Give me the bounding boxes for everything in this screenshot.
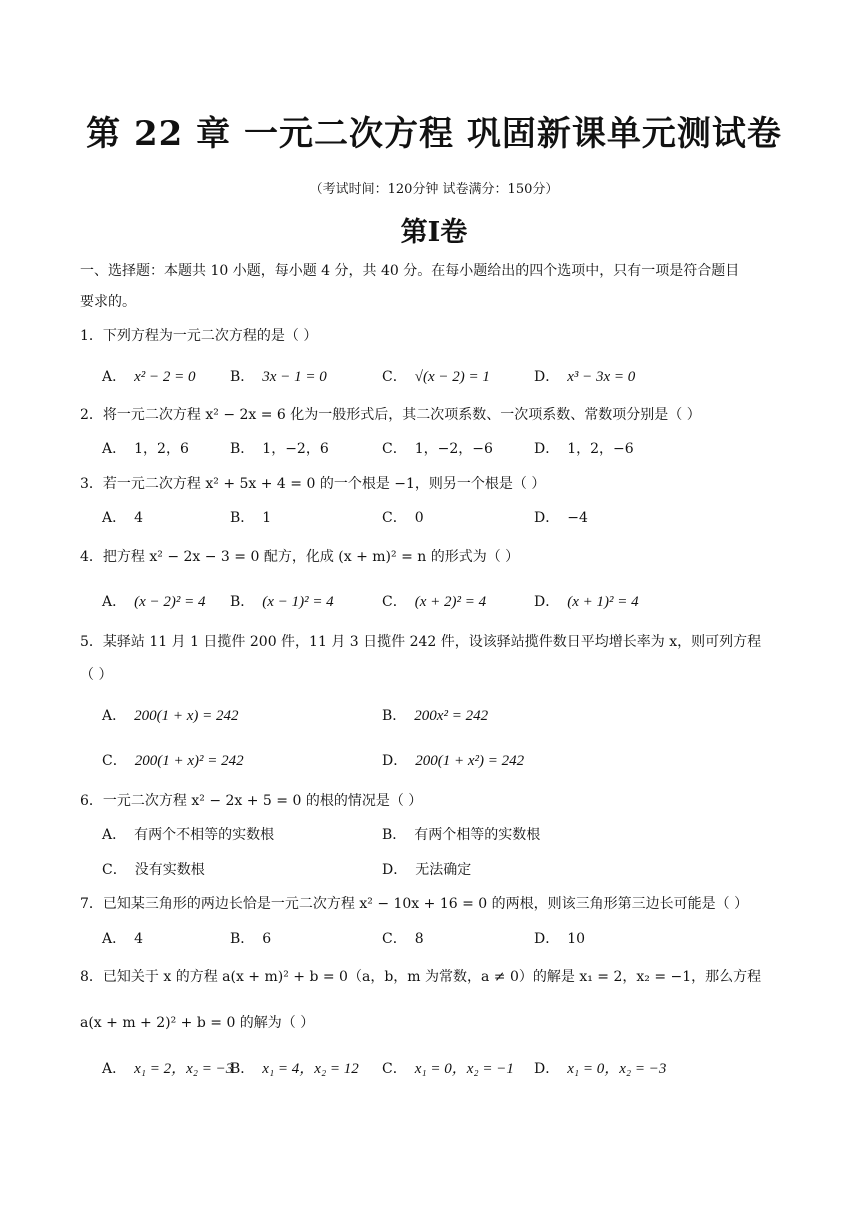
question-6-option-c xyxy=(102,861,205,879)
question-3-option-b xyxy=(230,509,271,527)
question-2-option-d xyxy=(534,440,634,458)
option-label: A． xyxy=(102,1061,127,1077)
option-text: x³ − 3x = 0 xyxy=(567,369,636,385)
option-label: B． xyxy=(230,931,255,947)
option-text: 0 xyxy=(414,510,424,526)
option-label: B． xyxy=(382,708,407,724)
option-text: 6 xyxy=(262,931,272,947)
question-3-option-d xyxy=(534,509,588,527)
option-label: B． xyxy=(230,510,255,526)
option-text: 4 xyxy=(134,931,144,947)
option-label: C． xyxy=(382,931,407,947)
question-8-option-d xyxy=(534,1060,666,1078)
option-label: D． xyxy=(534,1061,560,1077)
option-label: D． xyxy=(534,369,560,385)
exam-title: 第 22 章 一元二次方程 巩固新课单元测试卷 xyxy=(86,114,782,154)
option-text: x₁ = 0，x₂ = −1 xyxy=(414,1061,514,1077)
option-text: (x − 1)² = 4 xyxy=(262,594,334,610)
question-1-option-d xyxy=(534,368,635,386)
option-text: 没有实数根 xyxy=(134,862,205,878)
question-4-stem: 4．把方程 x² − 2x − 3 = 0 配方，化成 (x + m)² = n 的形式为（ ） xyxy=(80,549,520,565)
option-label: A． xyxy=(102,931,127,947)
section-intro-line-1: 一、选择题：本题共 10 小题，每小题 4 分，共 40 分。在每小题给出的四个选项中，只有一项是符合题目 xyxy=(80,263,740,279)
option-text: 1，2，6 xyxy=(134,441,189,457)
option-text: 有两个不相等的实数根 xyxy=(134,827,275,843)
option-label: D． xyxy=(534,510,560,526)
option-label: B． xyxy=(230,1061,255,1077)
question-5-option-a xyxy=(102,707,239,725)
question-1-option-b xyxy=(230,368,327,386)
option-text: (x + 1)² = 4 xyxy=(567,594,639,610)
option-label: C． xyxy=(102,753,127,769)
question-4-option-c xyxy=(382,593,486,611)
question-4-option-a xyxy=(102,593,206,611)
question-7-option-a xyxy=(102,930,143,948)
option-text: 1，−2，6 xyxy=(262,441,329,457)
question-2-stem: 2．将一元二次方程 x² − 2x = 6 化为一般形式后，其二次项系数、一次项系数、常数项分别是（ ） xyxy=(80,407,701,423)
option-text: 200x² = 242 xyxy=(414,708,489,724)
question-2-option-a xyxy=(102,440,189,458)
option-label: A． xyxy=(102,441,127,457)
option-text: (x + 2)² = 4 xyxy=(414,594,487,610)
option-label: C． xyxy=(382,510,407,526)
question-5-stem: 5．某驿站 11 月 1 日揽件 200 件，11 月 3 日揽件 242 件，设该驿站揽件数日平均增长率为 x，则可列方程 xyxy=(80,634,762,650)
option-text: √(x − 2) = 1 xyxy=(414,369,490,385)
exam-subtitle: （考试时间：120分钟 试卷满分：150分） xyxy=(309,182,559,197)
question-7-option-c xyxy=(382,930,424,948)
option-text: 无法确定 xyxy=(415,862,472,878)
option-label: D． xyxy=(382,862,408,878)
question-5-option-d xyxy=(382,752,524,770)
question-7-option-b xyxy=(230,930,271,948)
option-label: B． xyxy=(382,827,407,843)
option-label: A． xyxy=(102,510,127,526)
option-label: A． xyxy=(102,827,127,843)
option-label: B． xyxy=(230,441,255,457)
question-6-option-b xyxy=(382,826,540,844)
option-label: C． xyxy=(382,1061,407,1077)
option-text: x₁ = 2，x₂ = −3 xyxy=(134,1061,234,1077)
question-6-stem: 6．一元二次方程 x² − 2x + 5 = 0 的根的情况是（ ） xyxy=(80,793,423,809)
question-8-option-b xyxy=(230,1060,359,1078)
question-2-option-b xyxy=(230,440,329,458)
question-8-stem-cont: a(x + m + 2)² + b = 0 的解为（ ） xyxy=(80,1015,315,1031)
option-text: 3x − 1 = 0 xyxy=(262,369,327,385)
question-1-stem: 1．下列方程为一元二次方程的是（ ） xyxy=(80,328,318,344)
option-label: B． xyxy=(230,594,255,610)
option-label: C． xyxy=(382,369,407,385)
option-text: 4 xyxy=(134,510,144,526)
option-text: x₁ = 0，x₂ = −3 xyxy=(567,1061,667,1077)
question-5-option-b xyxy=(382,707,488,725)
option-text: 8 xyxy=(414,931,424,947)
question-8-option-c xyxy=(382,1060,514,1078)
option-label: A． xyxy=(102,708,127,724)
option-text: (x − 2)² = 4 xyxy=(134,594,206,610)
option-label: D． xyxy=(534,594,560,610)
question-3-option-c xyxy=(382,509,424,527)
question-7-stem: 7．已知某三角形的两边长恰是一元二次方程 x² − 10x + 16 = 0 的两根，则该三角形第三边长可能是（ ） xyxy=(80,896,749,912)
option-text: 有两个相等的实数根 xyxy=(414,827,541,843)
question-8-stem: 8．已知关于 x 的方程 a(x + m)² + b = 0（a，b，m 为常数，a ≠ 0）的解是 x₁ = 2，x₂ = −1，那么方程 xyxy=(80,969,762,985)
option-label: D． xyxy=(382,753,408,769)
option-text: 200(1 + x)² = 242 xyxy=(134,753,244,769)
question-6-option-a xyxy=(102,826,274,844)
option-label: C． xyxy=(382,441,407,457)
question-5-option-c xyxy=(102,752,244,770)
option-text: x² − 2 = 0 xyxy=(134,369,196,385)
question-3-option-a xyxy=(102,509,143,527)
option-text: 200(1 + x) = 242 xyxy=(134,708,239,724)
question-5-stem-cont: （ ） xyxy=(80,667,113,683)
option-label: A． xyxy=(102,369,127,385)
option-text: 1，2，−6 xyxy=(567,441,634,457)
question-4-option-b xyxy=(230,593,334,611)
volume-heading: 第Ⅰ卷 xyxy=(400,217,468,248)
question-2-option-c xyxy=(382,440,493,458)
option-text: 10 xyxy=(567,931,586,947)
option-label: D． xyxy=(534,931,560,947)
option-label: B． xyxy=(230,369,255,385)
question-6-option-d xyxy=(382,861,471,879)
section-intro-line-2: 要求的。 xyxy=(80,294,136,310)
question-3-stem: 3．若一元二次方程 x² + 5x + 4 = 0 的一个根是 −1，则另一个根是（ ） xyxy=(80,476,546,492)
option-text: 200(1 + x²) = 242 xyxy=(415,753,525,769)
option-label: C． xyxy=(382,594,407,610)
option-text: x₁ = 4，x₂ = 12 xyxy=(262,1061,359,1077)
question-1-option-c xyxy=(382,368,490,386)
question-1-option-a xyxy=(102,368,196,386)
option-text: −4 xyxy=(567,510,588,526)
option-label: C． xyxy=(102,862,127,878)
option-label: A． xyxy=(102,594,127,610)
question-8-option-a xyxy=(102,1060,233,1078)
question-7-option-d xyxy=(534,930,585,948)
question-4-option-d xyxy=(534,593,639,611)
option-label: D． xyxy=(534,441,560,457)
option-text: 1，−2，−6 xyxy=(414,441,493,457)
option-text: 1 xyxy=(262,510,272,526)
